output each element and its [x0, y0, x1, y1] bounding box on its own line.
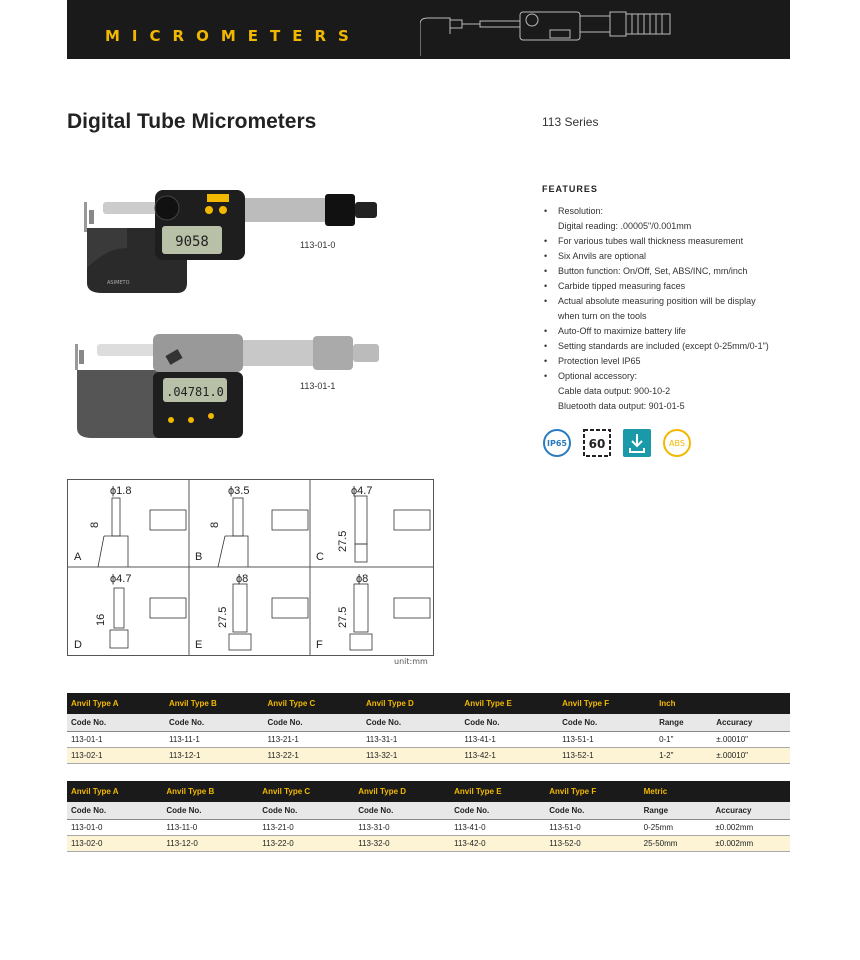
- table-row: 113-01-0 113-11-0 113-21-0 113-31-0 113-41-0 113-51-0 0-25mm ±0.002mm: [67, 820, 790, 836]
- metric-table: Anvil Type A Anvil Type B Anvil Type C Anvil Type D Anvil Type E Anvil Type F Metric Code No. Code No. Code No. Code No. Code No. Code No. Range Accuracy 113-01-0 113-11-0 113-21-0 113-31-0 113-41-0 113-51-0 0-25mm ±0.002mm 113-02-0 113-12-0 113-22-0 113-32-0 113-42-0 113-52-0 25-50mm ±0.002mm: [67, 781, 790, 852]
- banner-title: MICROMETERS: [105, 27, 361, 45]
- anvil-d-len: 16: [95, 613, 107, 626]
- lcd-display-2: .04781.0: [166, 385, 224, 399]
- micrometer-image-2: [67, 330, 387, 445]
- anvil-f-len: 27.5: [337, 606, 349, 628]
- feature-item: • For various tubes wall thickness measurement: [542, 234, 802, 249]
- anvil-e-len: 27.5: [217, 606, 229, 628]
- table-row: 113-02-0 113-12-0 113-22-0 113-32-0 113-42-0 113-52-0 25-50mm ±0.002mm: [67, 836, 790, 852]
- svg-text:60: 60: [588, 437, 606, 451]
- inch-table: Anvil Type A Anvil Type B Anvil Type C Anvil Type D Anvil Type E Anvil Type F Inch Code No. Code No. Code No. Code No. Code No. Code No. Range Accuracy 113-01-1 113-11-1 113-21-1 113-31-1 113-41-1 113-51-1 0-1" ±.00010" 113-02-1 113-12-1 113-22-1 113-32-1 113-42-1 113-52-1 1-2" ±.00010": [67, 693, 790, 764]
- features-section: [542, 184, 802, 414]
- auto-off-60-icon: [582, 428, 612, 458]
- anvil-e-letter: E: [195, 639, 203, 651]
- product-label-1: 113-01-0: [300, 240, 336, 250]
- feature-icons: [542, 428, 692, 458]
- feature-item: • Setting standards are included (except 0-25mm/0-1"): [542, 339, 802, 354]
- feature-item: • Auto-Off to maximize battery life: [542, 324, 802, 339]
- anvil-b-dia: ϕ3.5: [228, 485, 250, 497]
- feature-item: • Carbide tipped measuring faces: [542, 279, 802, 294]
- anvil-e-dia: ϕ8: [236, 573, 249, 585]
- feature-item: • Optional accessory: Cable data output: 900-10-2 Bluetooth data output: 901-01-5: [542, 369, 802, 414]
- data-output-icon: [622, 428, 652, 458]
- anvil-f-letter: F: [316, 639, 323, 651]
- micrometer-outline-icon: [420, 4, 750, 56]
- anvil-a-letter: A: [74, 551, 82, 563]
- abs-icon: [662, 428, 692, 458]
- anvil-c-letter: C: [316, 551, 324, 563]
- unit-label: unit:mm: [394, 657, 428, 666]
- ip65-icon: [542, 428, 572, 458]
- anvil-d-dia: ϕ4.7: [110, 573, 132, 585]
- anvil-a-dia: ϕ1.8: [110, 485, 132, 497]
- series-label: 113 Series: [542, 115, 599, 129]
- svg-text:ASIMETO: ASIMETO: [107, 280, 130, 286]
- micrometer-image-1: [67, 188, 387, 298]
- anvil-f-dia: ϕ8: [356, 573, 369, 585]
- table-row: 113-02-1 113-12-1 113-22-1 113-32-1 113-42-1 113-52-1 1-2" ±.00010": [67, 748, 790, 764]
- anvil-b-len: 8: [209, 521, 221, 528]
- product-label-2: 113-01-1: [300, 381, 336, 391]
- feature-item: • Six Anvils are optional: [542, 249, 802, 264]
- lcd-display-1: 9058: [175, 234, 209, 250]
- svg-text:ABS: ABS: [669, 439, 685, 448]
- anvil-b-letter: B: [195, 551, 203, 563]
- feature-item: • Protection level IP65: [542, 354, 802, 369]
- features-title: FEATURES: [542, 184, 598, 194]
- feature-item: • Resolution: Digital reading: .00005"/0.001mm: [542, 204, 802, 234]
- anvil-c-dia: ϕ4.7: [351, 485, 373, 497]
- page-title: Digital Tube Micrometers: [67, 110, 317, 133]
- anvil-c-len: 27.5: [337, 530, 349, 552]
- feature-item: • Button function: On/Off, Set, ABS/INC, mm/inch: [542, 264, 802, 279]
- features-list: [542, 204, 802, 414]
- anvil-a-len: 8: [89, 521, 101, 528]
- svg-text:IP65: IP65: [547, 439, 567, 448]
- anvil-diagrams: [67, 479, 434, 656]
- anvil-d-letter: D: [74, 639, 82, 651]
- feature-item: • Actual absolute measuring position will be display when turn on the tools: [542, 294, 802, 324]
- table-row: 113-01-1 113-11-1 113-21-1 113-31-1 113-41-1 113-51-1 0-1" ±.00010": [67, 732, 790, 748]
- header-banner: [67, 0, 790, 59]
